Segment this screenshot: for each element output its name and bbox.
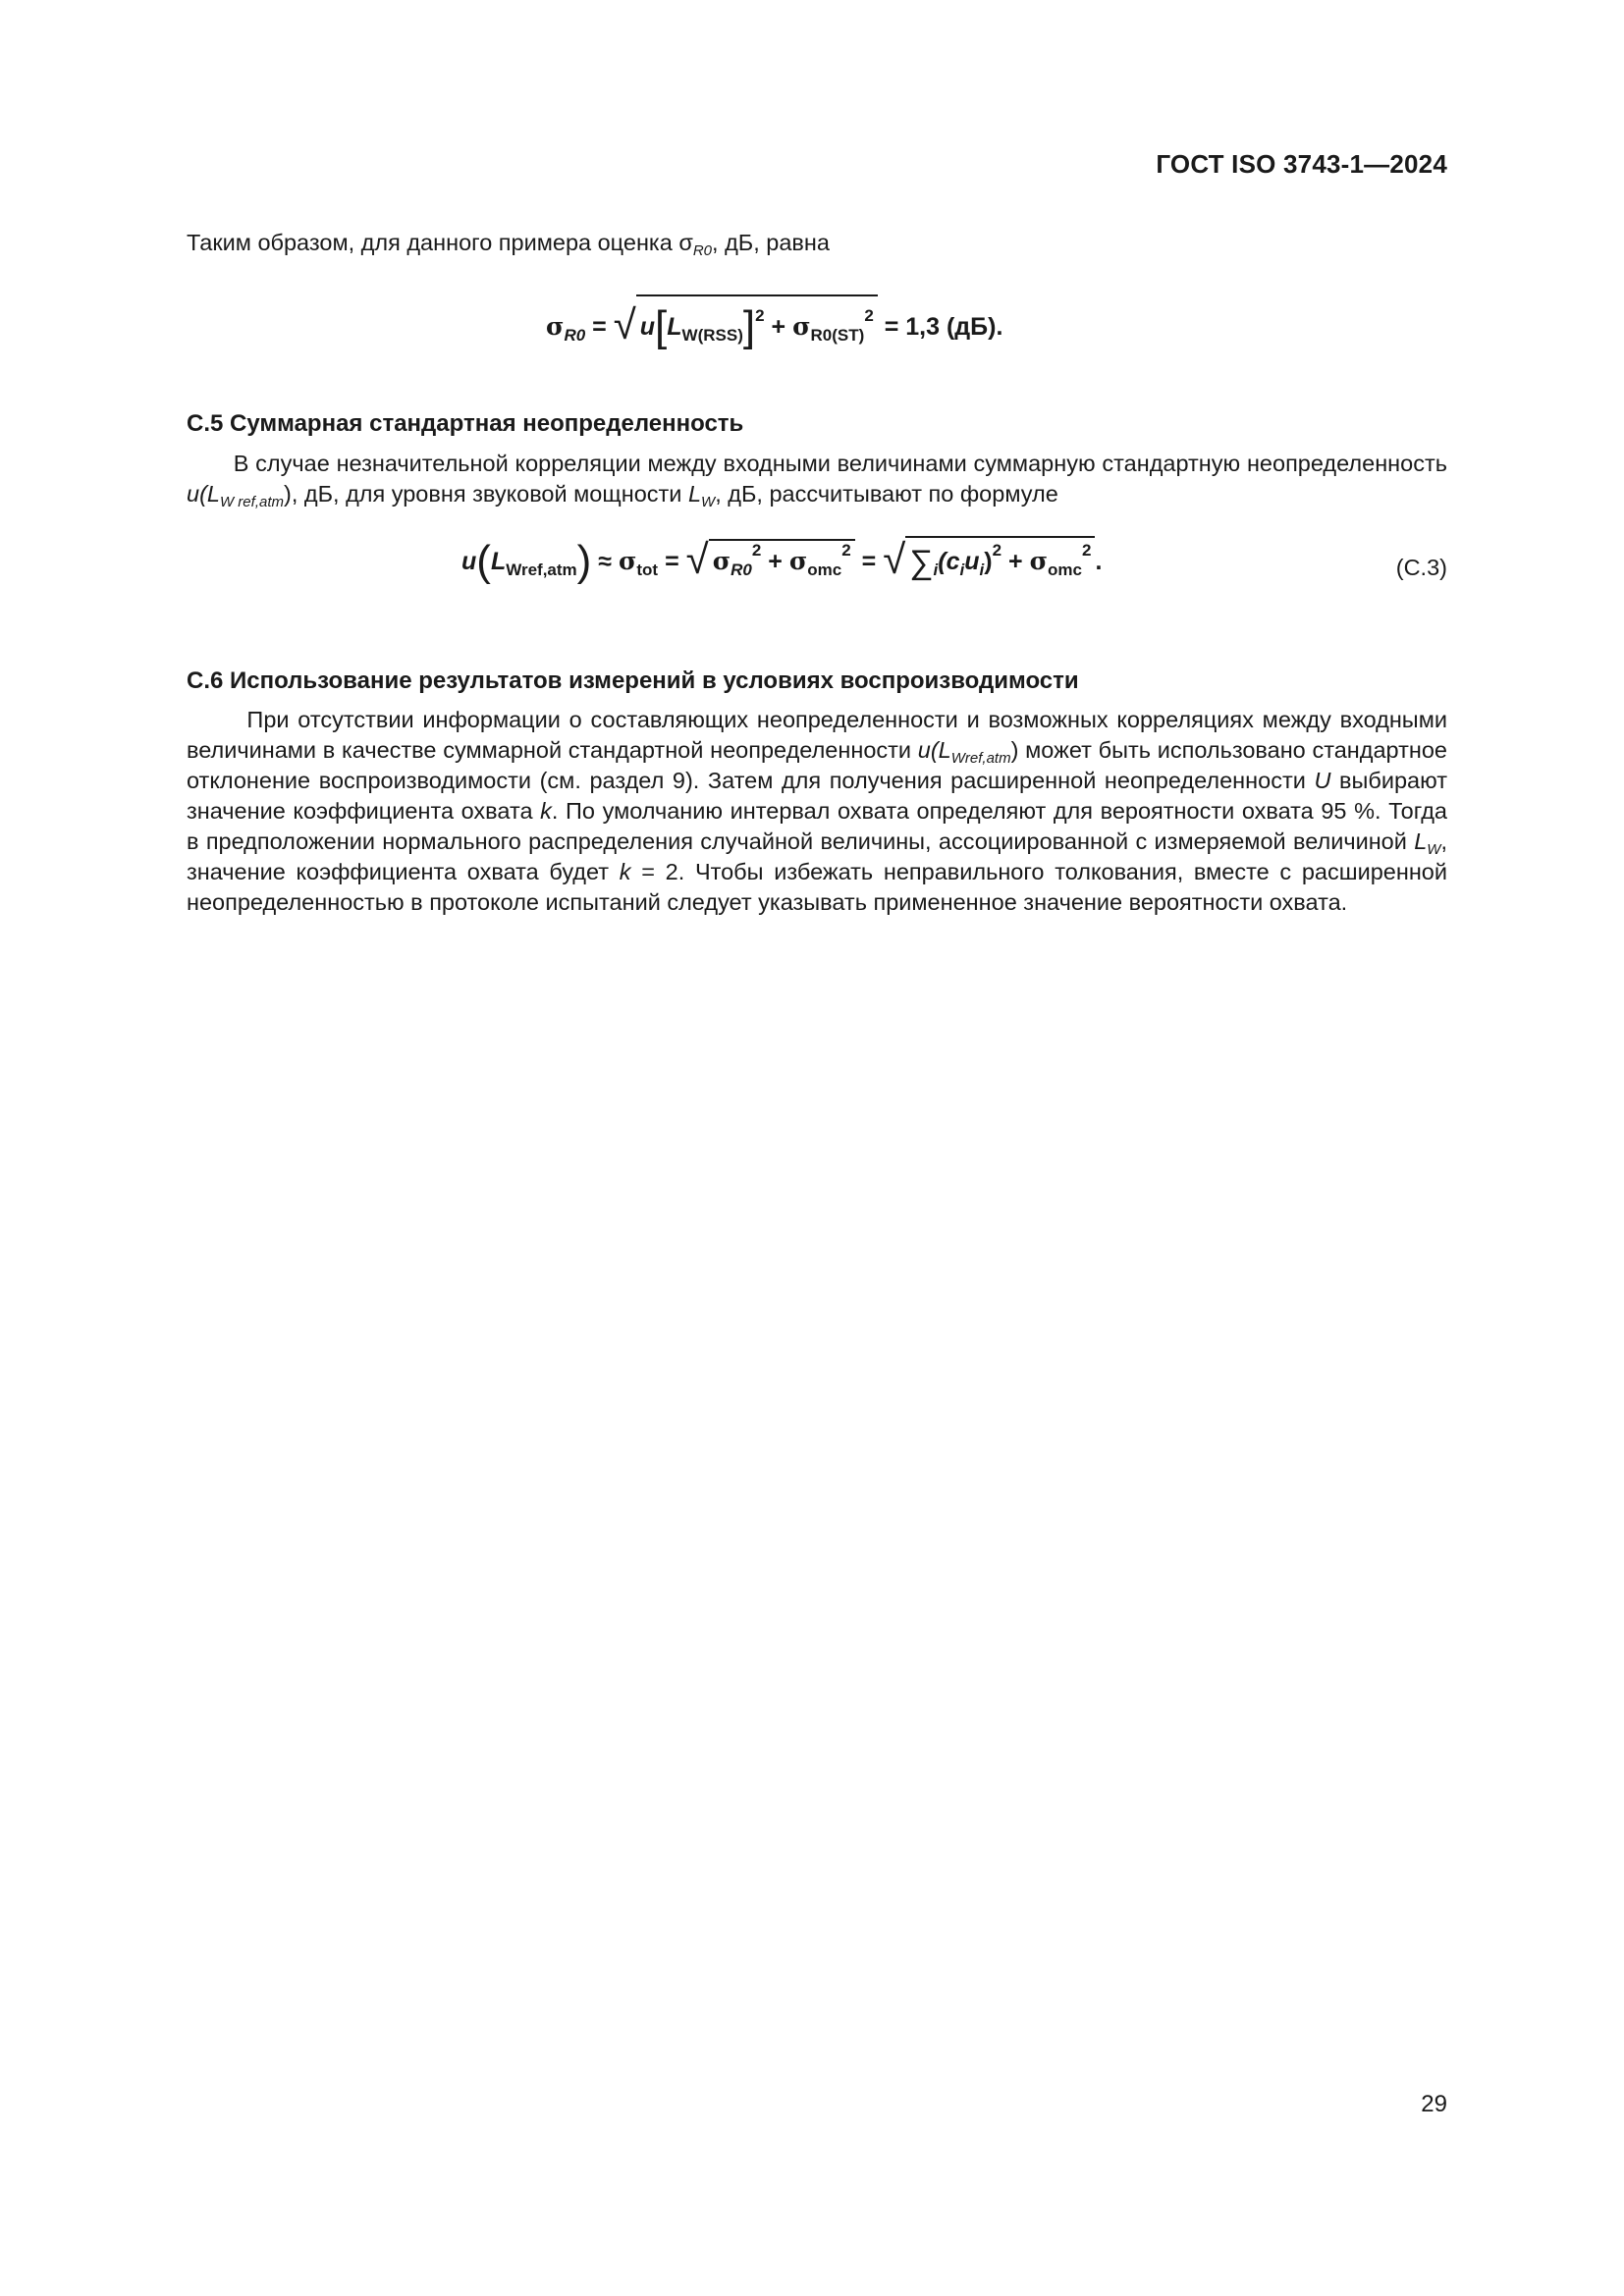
f2-L-sub: Wref,atm [506,561,577,579]
f2-c-sub: i [959,561,965,579]
f2-paren-open-icon: ( [476,537,491,585]
f1-sigma: σ [546,312,565,341]
f2-sigma-omc: σ [788,547,808,575]
f1-eq: = [592,313,607,341]
c6-LW: L [1414,828,1428,854]
section-c5-title: С.5 Суммарная стандартная неопределенность [187,410,744,437]
f1-sigma2-sub: R0(ST) [810,326,865,345]
c6-k2: k [619,859,631,884]
f2-radical1-icon: √ [685,536,709,582]
f2-sq4: 2 [1081,541,1092,560]
document-code: ГОСТ ISO 3743-1—2024 [1156,149,1447,179]
f1-result: = 1,3 (дБ). [884,313,1003,341]
f2-sigma-omc2: σ [1029,547,1049,575]
f2-u-i: u [964,548,980,575]
c5-LW-sub: W [701,494,716,510]
f2-omc2-sub: omc [1048,561,1082,579]
section-c5-paragraph [187,449,1447,509]
f2-sq2: 2 [841,541,851,560]
f2-L: L [490,548,507,575]
f1-sqrt-body [636,294,878,351]
f2-sum-index: i [933,561,939,579]
f2-sq1: 2 [751,541,762,560]
intro-text-1: Таким образом, для данного примера оценка σ [187,230,693,255]
f1-sq: 2 [755,306,765,325]
formula-sigma-r0 [546,294,1002,351]
c6-text-1: При отсутствии информации о составляющих неопределенности и возможных корреляциях между входными величинами в качестве суммарной стандартной неопределенности [187,707,1447,763]
c5-text-a: В случае незначительной корреляции между входными величинами суммарную стандартную неопределенность [233,451,1447,476]
section-c6-paragraph [187,705,1447,918]
f1-u: u [639,313,656,341]
f2-sigma-tot: σ [618,547,637,575]
c6-L-sub: Wref,atm [950,750,1011,767]
f1-sq2: 2 [864,306,874,325]
f2-sq3: 2 [992,541,1002,560]
f2-omc-sub: omc [807,561,842,579]
c6-k: k [540,798,552,824]
c6-text-5: , значение коэффициента охвата будет [187,828,1447,884]
f1-L: L [667,313,682,341]
c6-U: U [1314,768,1331,793]
formula-c3 [461,536,1102,586]
f1-plus: + [771,313,786,341]
c5-u: u [187,481,200,507]
f2-sigma-r0: σ [712,547,731,575]
c6-text-4: . По умолчанию интервал охвата определяют для вероятности охвата 95 %. Тогда в предположении нормального распределения случайной величины, ассоциированной с измеряемой величиной [187,798,1448,854]
f1-bracket-open-icon: [ [655,302,668,350]
f2-eq1: = [665,548,679,575]
f2-sqrt1-body [709,539,855,579]
c5-text-b: ), дБ, для уровня звуковой мощности [284,481,688,507]
c6-L: (L [930,737,951,763]
c6-text-3: выбирают значение коэффициента охвата [187,768,1447,824]
f2-approx: ≈ [598,548,612,575]
f1-radical-icon: √ [613,301,636,347]
f2-c: (c [938,548,960,575]
f2-tot-sub: tot [636,561,659,579]
f2-radical2-icon: √ [883,536,906,582]
f1-sigma2: σ [792,312,811,341]
intro-sub: R0 [692,242,713,259]
c5-L: (L [199,481,220,507]
f2-sum-icon: ∑ [909,544,934,581]
f2-sqrt2-body [905,536,1095,582]
f1-L-sub: W(RSS) [681,326,743,345]
c6-LW-sub: W [1427,841,1441,858]
c6-u: u [917,737,931,763]
page-number: 29 [1421,2091,1447,2117]
c6-text-2: ) может быть использовано стандартное отклонение воспроизводимости (см. раздел 9). Затем для получения расширенной неопределенности [187,737,1447,793]
f2-r0-sub: R0 [731,561,752,579]
c6-text-6: = 2. Чтобы избежать неправильного толкования, вместе с расширенной неопределенностью в протоколе испытаний следует указывать примененное значение вероятности охвата. [187,859,1447,915]
f2-dot: . [1095,548,1103,575]
f2-eq2: = [861,548,877,575]
c5-L-sub: W ref,atm [219,494,284,510]
f1-sigma-sub: R0 [564,326,586,345]
section-c6-title: С.6 Использование результатов измерений в условиях воспроизводимости [187,667,1079,694]
f2-u-i-sub: i [979,561,985,579]
f2-plus2: + [1008,548,1023,575]
intro-paragraph [187,228,1447,258]
f2-paren-close-icon: ) [576,537,592,585]
c5-LW: L [687,481,702,507]
c5-text-c: , дБ, рассчитывают по формуле [715,481,1058,507]
f1-bracket-close-icon: ] [742,302,756,350]
f2-u: u [461,548,477,575]
equation-number: (С.3) [1395,555,1447,580]
f2-plus1: + [768,548,783,575]
intro-text-2: , дБ, равна [712,230,830,255]
f2-close-paren: ) [984,548,993,575]
